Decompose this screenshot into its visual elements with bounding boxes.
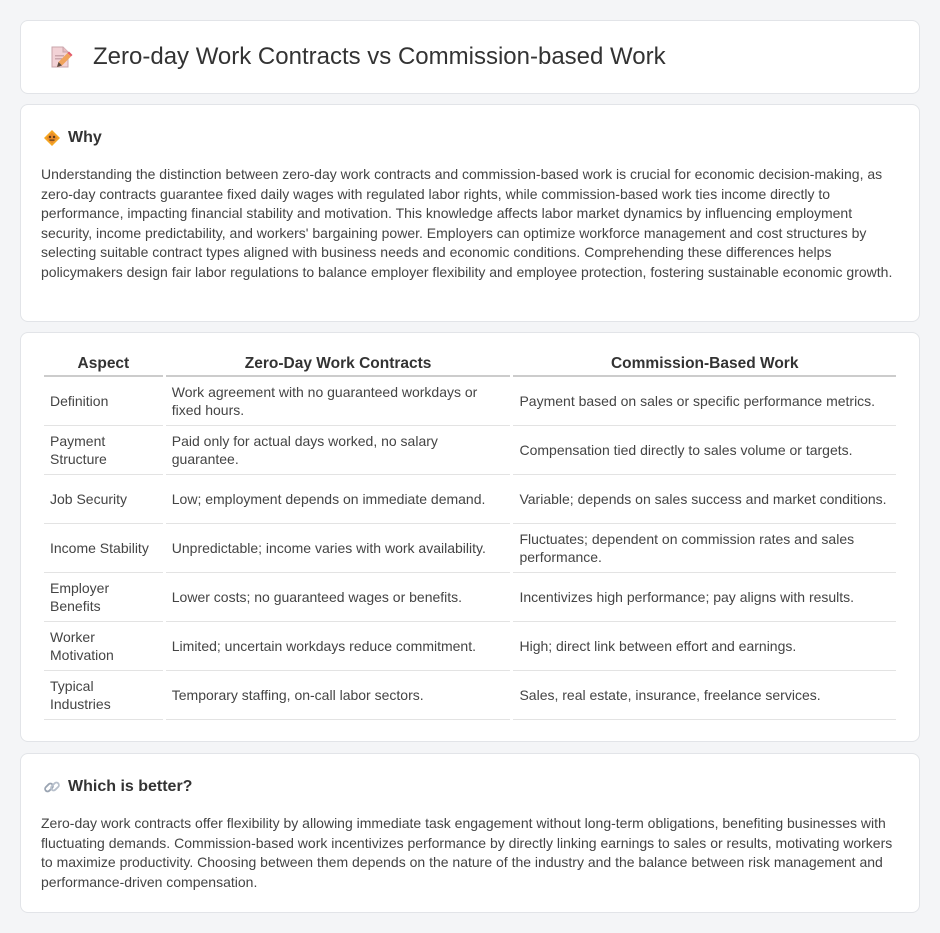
document-pencil-icon	[47, 44, 73, 70]
cell-commission: Payment based on sales or specific performance metrics.	[513, 377, 896, 426]
cell-zero-day: Low; employment depends on immediate demand.	[166, 475, 511, 524]
cell-zero-day: Work agreement with no guaranteed workdays or fixed hours.	[166, 377, 511, 426]
why-header	[43, 129, 919, 147]
title-row	[21, 21, 919, 93]
table-header-row	[44, 355, 896, 377]
table-row	[44, 426, 896, 475]
why-heading: Why	[68, 129, 102, 146]
comparison-section	[20, 332, 920, 742]
header-zero-day: Zero-Day Work Contracts	[166, 355, 511, 377]
table-row	[44, 475, 896, 524]
table-row	[44, 377, 896, 426]
better-header	[43, 778, 919, 796]
why-text: Understanding the distinction between zero-day work contracts and commission-based work is crucial for economic decision-making, as zero-day contracts guarantee fixed daily wages with regulated labor rights, while commission-based work ties income directly to performance, impacting financial stability and motivation. This knowledge affects labor market dynamics by influencing employment security, income predictability, and workers' bargaining power. Employers can optimize workforce management and cost structures by selecting suitable contract types aligned with business needs and economic conditions. Comprehending these differences helps policymakers design fair labor regulations to balance employer flexibility and employee protection, fostering sustainable economic growth.	[41, 166, 893, 280]
cell-commission: Variable; depends on sales success and market conditions.	[513, 475, 896, 524]
cell-aspect: Job Security	[44, 475, 163, 524]
cell-commission: Sales, real estate, insurance, freelance services.	[513, 671, 896, 720]
cell-aspect: Worker Motivation	[44, 622, 163, 671]
comparison-table	[41, 355, 899, 720]
table-row	[44, 573, 896, 622]
header-commission: Commission-Based Work	[513, 355, 896, 377]
cell-commission: Incentivizes high performance; pay aligns with results.	[513, 573, 896, 622]
better-text: Zero-day work contracts offer flexibility by allowing immediate task engagement without long-term obligations, benefiting businesses with fluctuating demands. Commission-based work incentivizes performance by directly linking earnings to sales or results, motivating workers to maximize productivity. Choosing between them depends on the nature of the industry and the balance between risk management and performance-driven compensation.	[41, 815, 893, 890]
cell-aspect: Typical Industries	[44, 671, 163, 720]
which-better-section	[20, 753, 920, 913]
cell-aspect: Employer Benefits	[44, 573, 163, 622]
cell-zero-day: Limited; uncertain workdays reduce commitment.	[166, 622, 511, 671]
cell-aspect: Payment Structure	[44, 426, 163, 475]
cell-commission: High; direct link between effort and earnings.	[513, 622, 896, 671]
better-heading: Which is better?	[68, 778, 193, 795]
cell-commission: Compensation tied directly to sales volume or targets.	[513, 426, 896, 475]
table-row	[44, 671, 896, 720]
table-row	[44, 622, 896, 671]
table-row	[44, 524, 896, 573]
cell-zero-day: Lower costs; no guaranteed wages or benefits.	[166, 573, 511, 622]
cell-aspect: Income Stability	[44, 524, 163, 573]
cell-zero-day: Unpredictable; income varies with work availability.	[166, 524, 511, 573]
diamond-sign-icon	[43, 129, 61, 147]
title-card	[20, 20, 920, 94]
cell-commission: Fluctuates; dependent on commission rates and sales performance.	[513, 524, 896, 573]
cell-zero-day: Paid only for actual days worked, no salary guarantee.	[166, 426, 511, 475]
header-aspect: Aspect	[44, 355, 163, 377]
cell-zero-day: Temporary staffing, on-call labor sectors.	[166, 671, 511, 720]
cell-aspect: Definition	[44, 377, 163, 426]
why-section	[20, 104, 920, 322]
page-title: Zero-day Work Contracts vs Commission-based Work	[93, 43, 666, 70]
link-icon	[43, 778, 61, 796]
